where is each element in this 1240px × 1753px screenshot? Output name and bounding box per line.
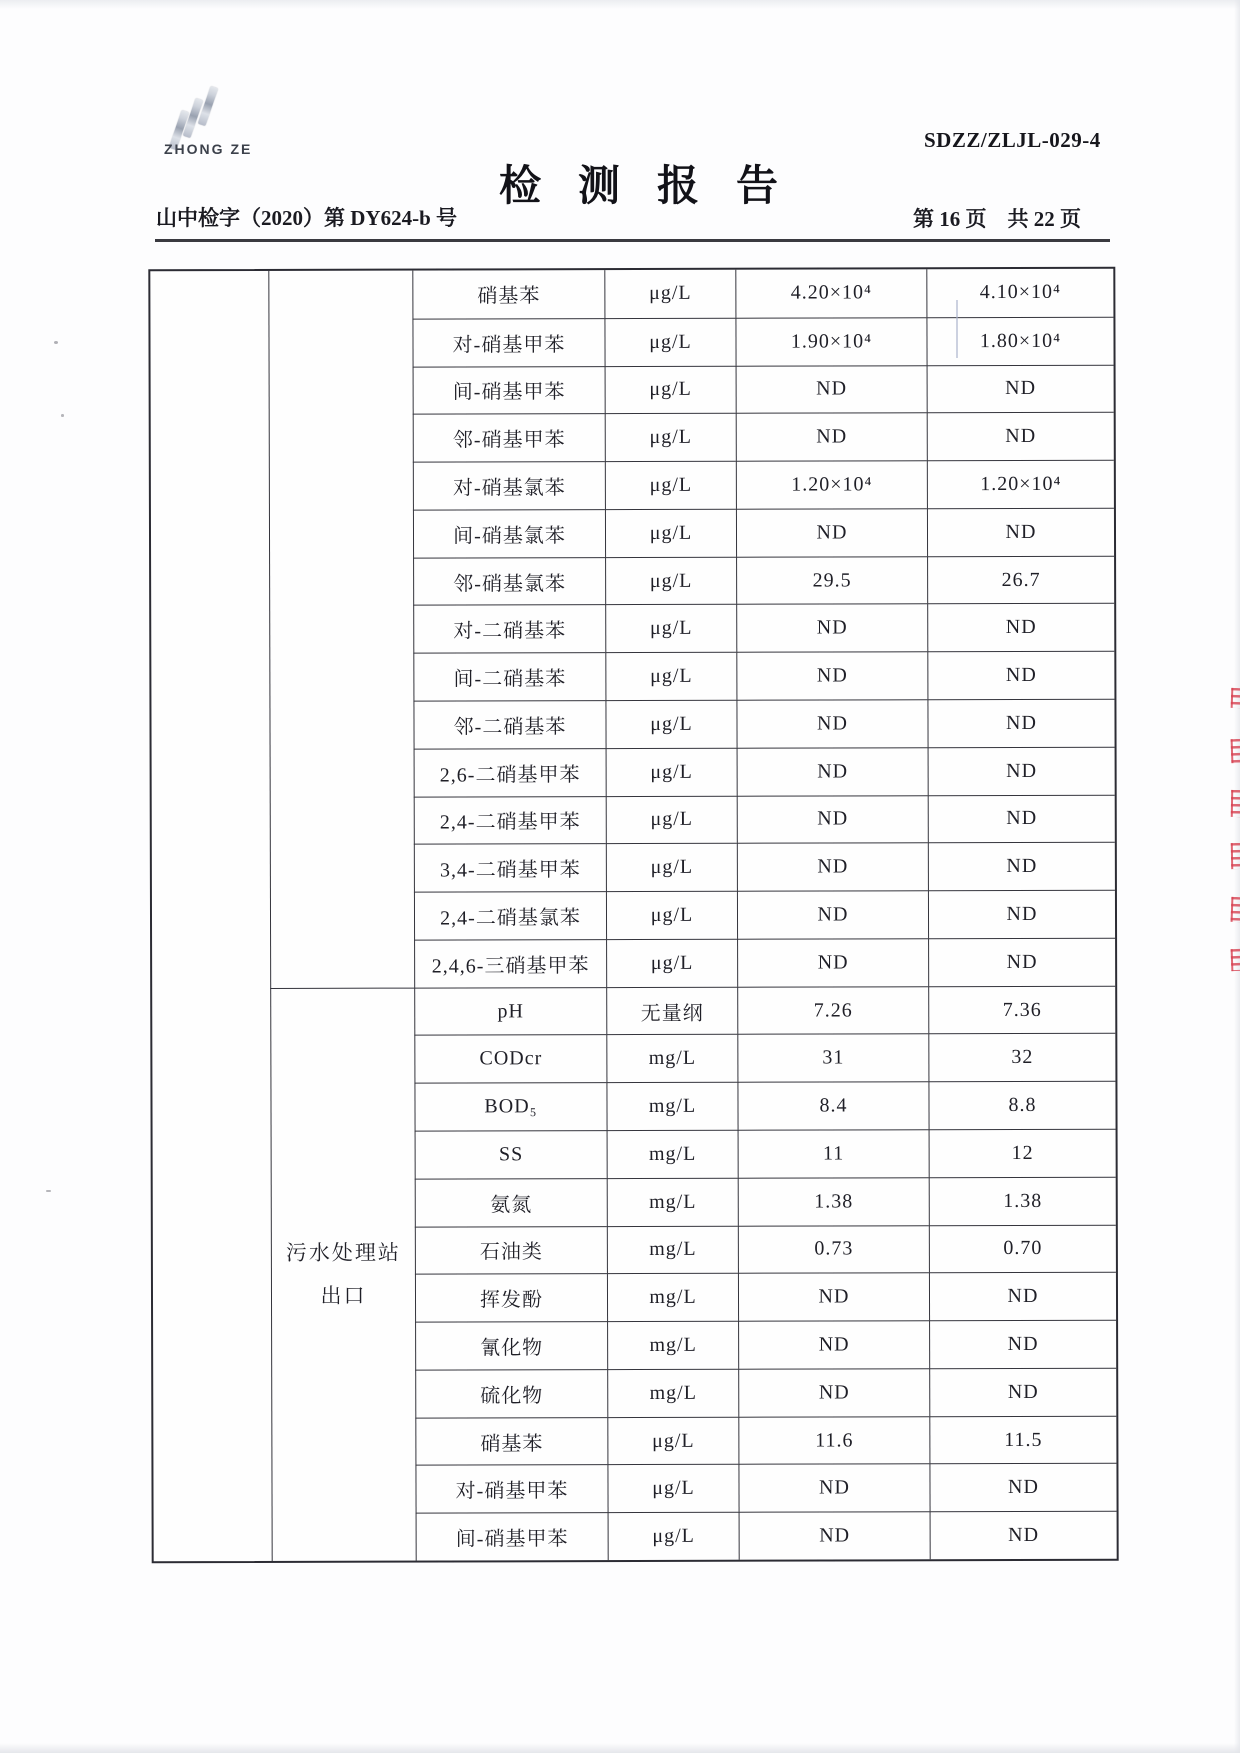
table-cell-unit: μg/L: [606, 939, 737, 987]
table-cell-v2: 1.38: [929, 1177, 1116, 1225]
table-cell-param: 对-硝基甲苯: [412, 318, 604, 366]
scan-artifact-line: [956, 300, 958, 358]
table-cell-v2: ND: [927, 699, 1114, 747]
table-cell-unit: μg/L: [606, 795, 737, 843]
table-cell-v2: 1.80×10⁴: [926, 317, 1113, 365]
table-cell-param: 氨氮: [415, 1178, 607, 1226]
scan-top-edge: [0, 0, 1240, 9]
table-cell-v2: ND: [928, 938, 1115, 986]
table-cell-v1: ND: [737, 938, 928, 986]
table-cell-v1: 11.6: [738, 1416, 929, 1464]
red-stamp-edge-mark: [1231, 739, 1240, 763]
table-cell-v1: 0.73: [738, 1225, 929, 1273]
table-cell-unit: μg/L: [604, 317, 735, 365]
table-cell-param: 间-硝基氯苯: [413, 509, 605, 557]
table-cell-unit: μg/L: [605, 604, 736, 652]
table-cell-unit: mg/L: [607, 1369, 738, 1417]
table-cell-param: 对-二硝基苯: [413, 605, 605, 653]
table-cell-v1: ND: [738, 1368, 929, 1416]
table-cell-param: 氰化物: [415, 1321, 607, 1369]
header-divider: [155, 239, 1110, 242]
table-cell-v2: 26.7: [927, 555, 1114, 603]
table-cell-unit: μg/L: [605, 413, 736, 461]
table-cell-v1: ND: [738, 1320, 929, 1368]
table-cell-v2: 7.36: [928, 985, 1115, 1033]
table-cell-param: 硝基苯: [412, 270, 604, 318]
table-cell-v2: ND: [929, 1272, 1116, 1320]
table-cell-param: 挥发酚: [415, 1273, 607, 1321]
logo-text: ZHONG ZE: [164, 141, 253, 157]
table-cell-param: BOD₅: [414, 1082, 606, 1130]
table-cell-unit: mg/L: [607, 1177, 738, 1225]
table-cell-unit: mg/L: [606, 1082, 737, 1130]
table-cell-param: 2,6-二硝基甲苯: [414, 748, 606, 796]
scan-speck: [61, 414, 64, 417]
table-cell-v2: ND: [927, 364, 1114, 412]
table-cell-v1: ND: [736, 604, 927, 652]
table-cell-v2: ND: [930, 1511, 1117, 1559]
table-cell-v1: 1.38: [738, 1177, 929, 1225]
table-cell-unit: μg/L: [605, 509, 736, 557]
red-stamp-edge-mark: [1231, 897, 1240, 922]
table-cell-param: 邻-硝基甲苯: [413, 413, 605, 461]
table-cell-v1: 1.90×10⁴: [735, 317, 926, 365]
table-cell-v2: ND: [928, 890, 1115, 938]
table-cell-v1: 29.5: [736, 556, 927, 604]
table-cell-v1: ND: [737, 795, 928, 843]
table-cell-v2: 1.20×10⁴: [927, 460, 1114, 508]
table-cell-v2: 8.8: [928, 1081, 1115, 1129]
table-cell-v1: ND: [736, 508, 927, 556]
table-cell-v1: ND: [737, 843, 928, 891]
table-cell-v2: ND: [928, 747, 1115, 795]
table-cell-param: 邻-二硝基苯: [413, 700, 605, 748]
table-cell-unit: μg/L: [608, 1512, 739, 1560]
table-cell-param: 间-硝基甲苯: [416, 1512, 608, 1560]
table-cell-v2: ND: [927, 651, 1114, 699]
table-cell-v2: ND: [927, 412, 1114, 460]
table-cell-v1: 31: [737, 1034, 928, 1082]
red-stamp-edge-mark: [1231, 790, 1240, 817]
table-cell-v2: ND: [927, 603, 1114, 651]
table-cell-param: pH: [414, 987, 606, 1035]
table-cell-v2: 4.10×10⁴: [926, 269, 1113, 317]
table-cell-unit: μg/L: [607, 1416, 738, 1464]
table-cell-unit: μg/L: [605, 652, 736, 700]
table-cell-v1: ND: [738, 1464, 929, 1512]
table-cell-unit: μg/L: [606, 843, 737, 891]
table-cell-v1: 11: [738, 1129, 929, 1177]
table-cell-unit: mg/L: [606, 1034, 737, 1082]
table-sample-spacer-cell: [268, 271, 414, 988]
table-cell-v2: 0.70: [929, 1224, 1116, 1272]
table-cell-unit: μg/L: [606, 747, 737, 795]
table-cell-unit: μg/L: [607, 1464, 738, 1512]
table-cell-unit: mg/L: [607, 1273, 738, 1321]
table-cell-v2: ND: [929, 1368, 1116, 1416]
scan-bottom-edge: [0, 1743, 1240, 1753]
table-cell-unit: μg/L: [605, 365, 736, 413]
table-cell-v1: ND: [739, 1511, 930, 1559]
table-cell-v1: ND: [736, 699, 927, 747]
table-cell-v2: ND: [927, 508, 1114, 556]
results-table: [148, 267, 1118, 1564]
table-cell-v1: ND: [736, 365, 927, 413]
table-cell-unit: mg/L: [607, 1130, 738, 1178]
table-cell-v1: 8.4: [737, 1081, 928, 1129]
table-cell-param: 硫化物: [415, 1369, 607, 1417]
table-cell-param: 石油类: [415, 1226, 607, 1274]
table-cell-unit: μg/L: [605, 461, 736, 509]
zhongze-logo: [152, 78, 262, 162]
table-cell-v1: 7.26: [737, 986, 928, 1034]
table-cell-unit: μg/L: [604, 270, 735, 318]
table-cell-param: 对-硝基甲苯: [415, 1465, 607, 1513]
table-cell-unit: μg/L: [606, 891, 737, 939]
table-sample-location-cell: [270, 987, 416, 1561]
table-cell-param: 硝基苯: [415, 1417, 607, 1465]
table-cell-v1: ND: [738, 1273, 929, 1321]
table-cell-v2: 11.5: [929, 1415, 1116, 1463]
table-cell-param: 2,4-二硝基甲苯: [414, 796, 606, 844]
table-cell-v1: ND: [737, 890, 928, 938]
table-cell-v1: 1.20×10⁴: [736, 460, 927, 508]
page-title: 检测报告: [499, 164, 816, 210]
table-cell-v2: ND: [929, 1463, 1116, 1511]
table-cell-unit: μg/L: [605, 556, 736, 604]
red-stamp-edge-mark: [1231, 688, 1240, 708]
table-cell-v1: ND: [736, 651, 927, 699]
table-cell-param: 3,4-二硝基甲苯: [414, 843, 606, 891]
table-cell-param: 邻-硝基氯苯: [413, 557, 605, 605]
scan-right-edge: [1234, 0, 1240, 1753]
table-cell-unit: 无量纲: [606, 986, 737, 1034]
scan-speck: [54, 341, 58, 344]
red-stamp-edge-mark: [1231, 949, 1240, 971]
table-cell-unit: mg/L: [607, 1225, 738, 1273]
table-cell-v2: ND: [929, 1320, 1116, 1368]
table-cell-v2: 32: [928, 1033, 1115, 1081]
table-cell-unit: mg/L: [607, 1321, 738, 1369]
table-cell-v1: ND: [737, 747, 928, 795]
table-cell-param: 2,4,6-三硝基甲苯: [414, 939, 606, 987]
table-cell-v1: 4.20×10⁴: [735, 269, 926, 317]
table-cell-v2: 12: [929, 1129, 1116, 1177]
table-category-spacer-cell: [150, 271, 271, 1561]
doc-code: SDZZ/ZLJL-029-4: [924, 128, 1101, 152]
table-cell-unit: μg/L: [605, 700, 736, 748]
table-cell-param: 间-硝基甲苯: [413, 366, 605, 414]
table-cell-v1: ND: [736, 413, 927, 461]
scan-speck: [46, 1190, 51, 1192]
table-cell-param: SS: [415, 1130, 607, 1178]
table-cell-param: 对-硝基氯苯: [413, 461, 605, 509]
table-cell-v2: ND: [928, 794, 1115, 842]
sample-location-line1: 污水处理站: [285, 1240, 401, 1265]
sample-location-line2: 出口: [320, 1283, 367, 1308]
table-cell-param: CODcr: [414, 1035, 606, 1083]
table-cell-param: 2,4-二硝基氯苯: [414, 891, 606, 939]
page-indicator: 第 16 页 共 22 页: [913, 207, 1081, 231]
table-cell-param: 间-二硝基苯: [413, 652, 605, 700]
report-number: 山中检字（2020）第 DY624-b 号: [156, 206, 458, 230]
red-stamp-edge-mark: [1231, 843, 1240, 869]
table-cell-v2: ND: [928, 842, 1115, 890]
